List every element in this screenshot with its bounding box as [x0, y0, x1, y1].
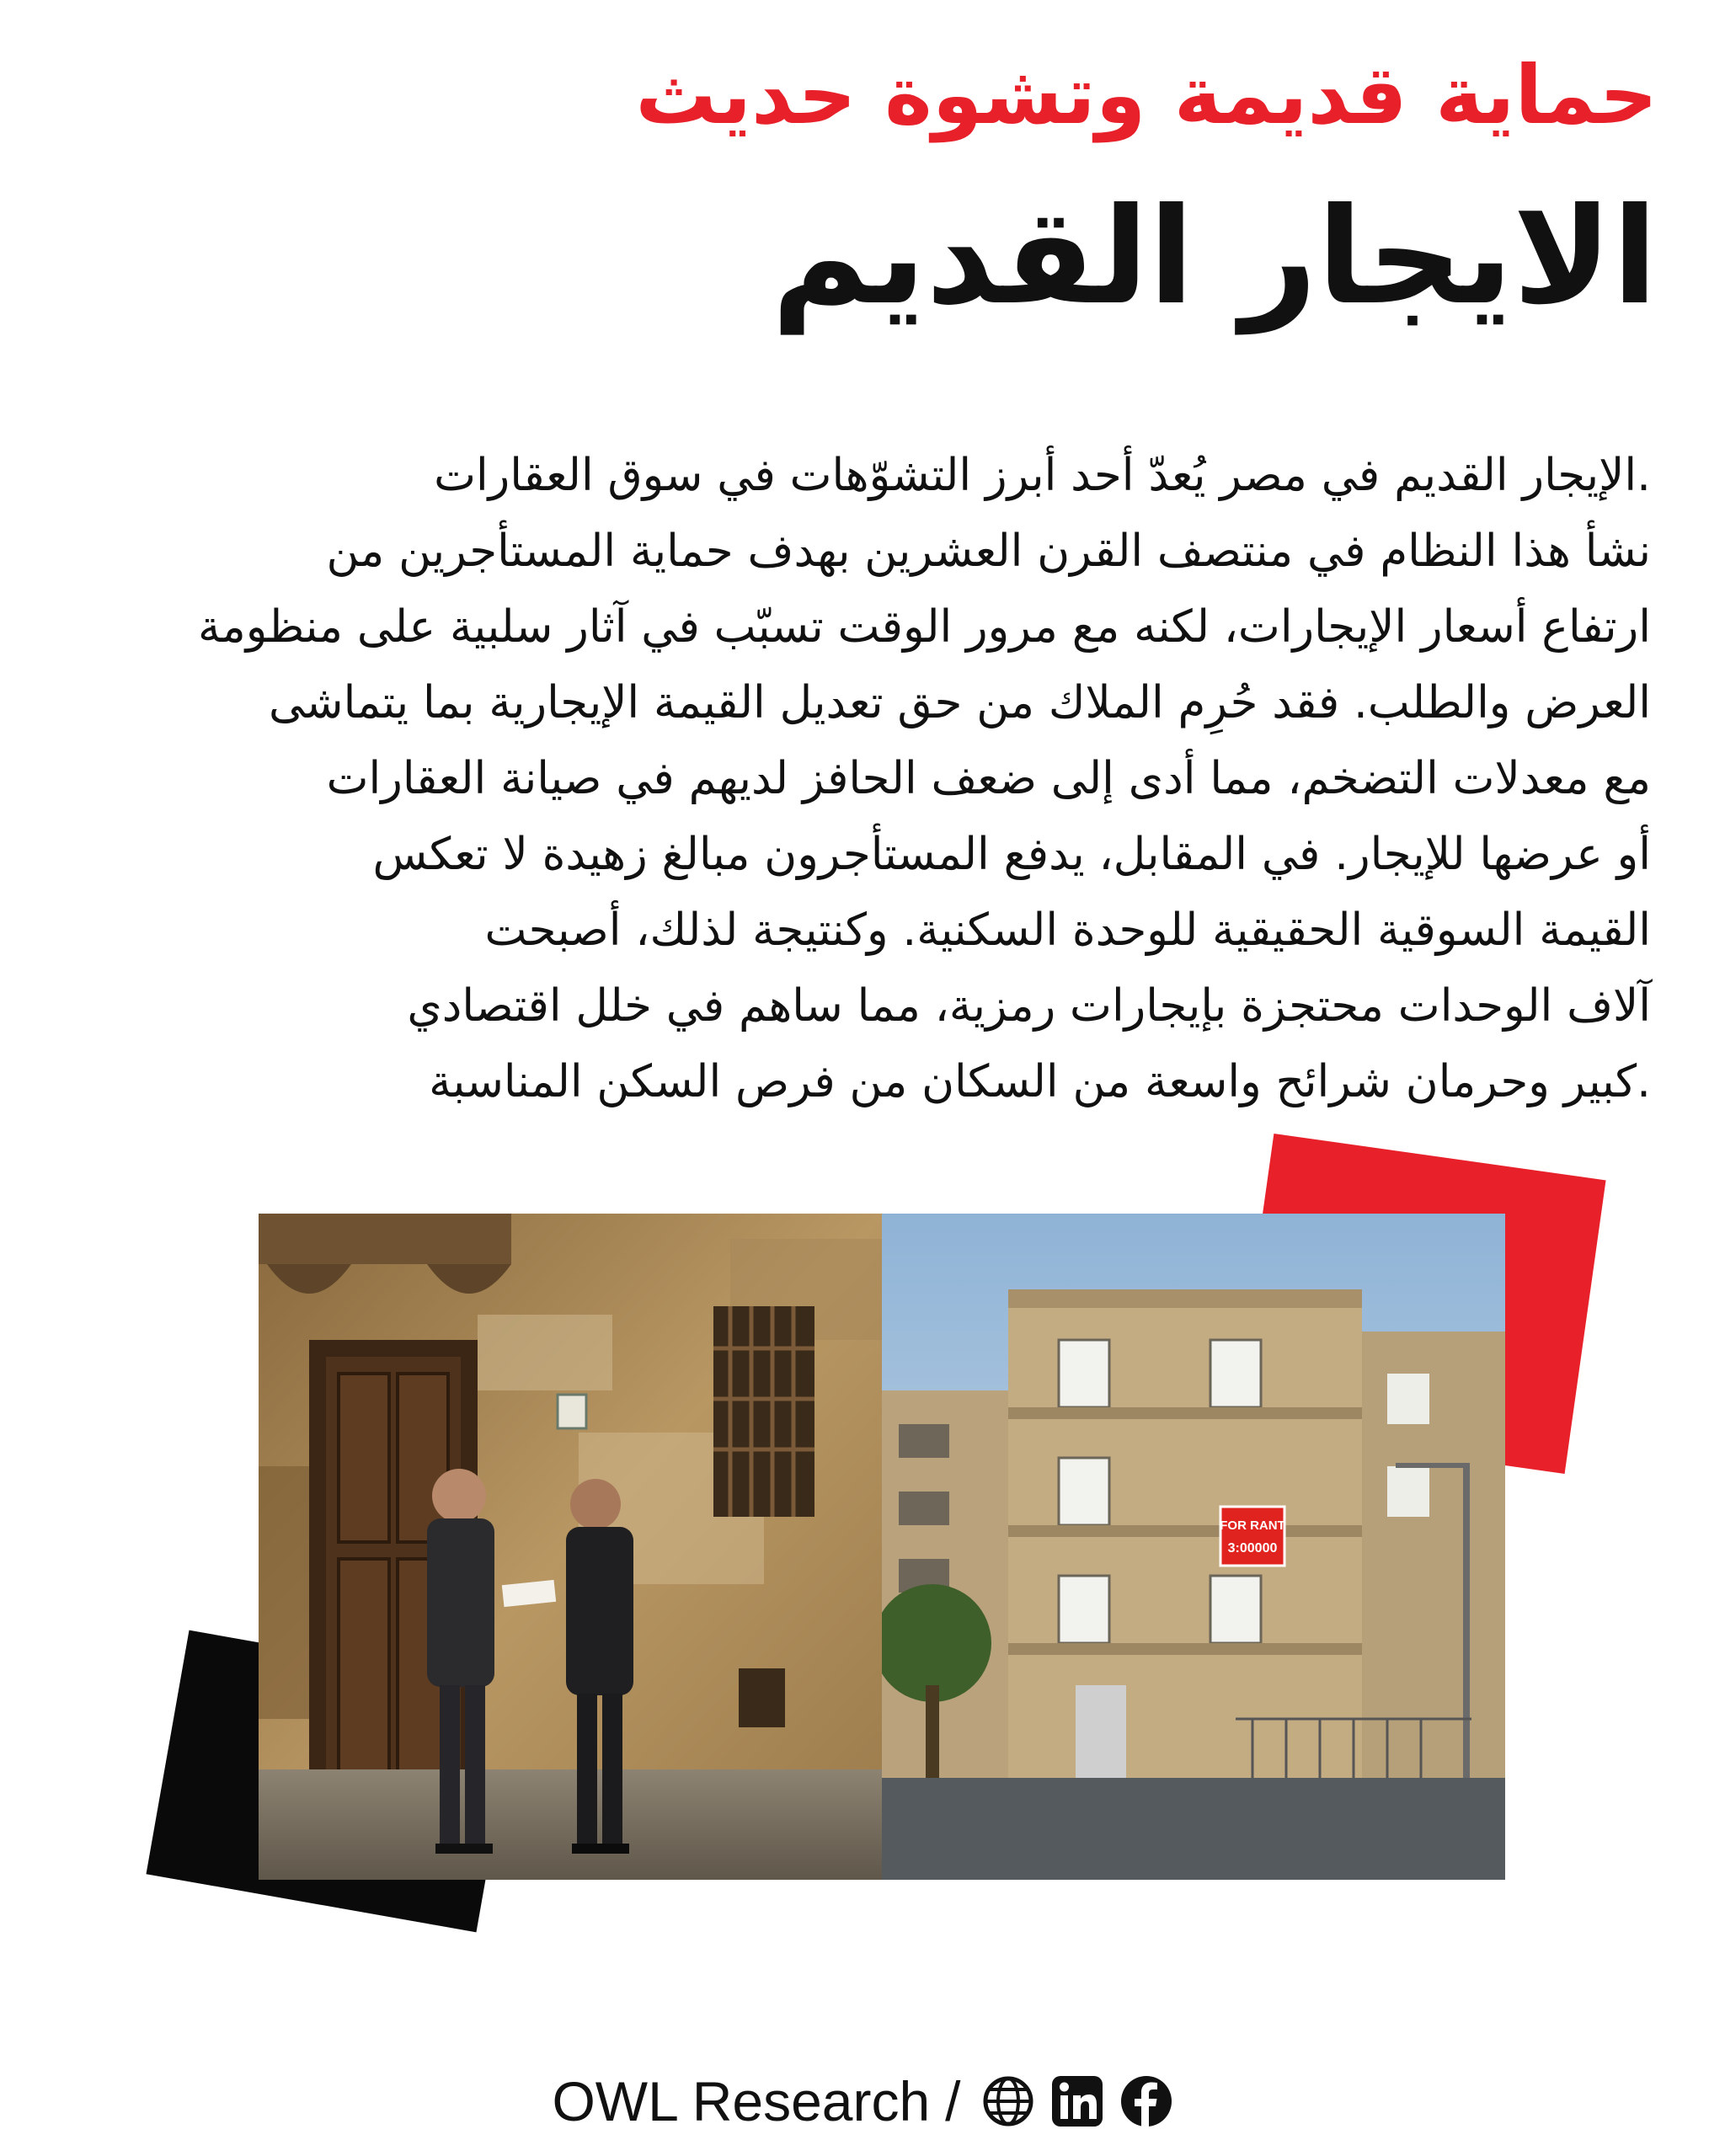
for-rent-sign	[1220, 1507, 1284, 1566]
body-line: أو عرضها للإيجار. في المقابل، يدفع المستأجرون مبالغ زهيدة لا تعكس	[372, 829, 1651, 880]
page-title: الايجار القديم	[772, 179, 1658, 334]
globe-icon[interactable]	[981, 2074, 1035, 2128]
body-line: ارتفاع أسعار الإيجارات، لكنه مع مرور الوقت تسبّب في آثار سلبية على منظومة	[197, 601, 1651, 653]
body-line: القيمة السوقية الحقيقية للوحدة السكنية. وكنتيجة لذلك، أصبحت	[484, 905, 1651, 956]
new-building-photo	[882, 1214, 1505, 1880]
footer	[0, 2063, 1725, 2139]
footer-separator: /	[945, 2070, 961, 2132]
body-text	[152, 438, 1651, 1120]
subtitle: حماية قديمة وتشوة حديث	[635, 48, 1658, 142]
body-line: .الإيجار القديم في مصر يُعدّ أحد أبرز التشوّهات في سوق العقارات	[434, 450, 1651, 501]
body-line: آلاف الوحدات محتجزة بإيجارات رمزية، مما ساهم في خلل اقتصادي	[407, 980, 1651, 1032]
body-line: نشأ هذا النظام في منتصف القرن العشرين بهدف حماية المستأجرين من	[326, 526, 1651, 577]
old-building-photo	[259, 1214, 882, 1880]
sign-line2: 3:00000	[1227, 1541, 1278, 1556]
body-line: العرض والطلب. فقد حُرِم الملاك من حق تعديل القيمة الإيجارية بما يتماشى	[268, 677, 1651, 728]
linkedin-icon[interactable]	[1050, 2074, 1104, 2128]
body-line: مع معدلات التضخم، مما أدى إلى ضعف الحافز لديهم في صيانة العقارات	[326, 753, 1651, 804]
body-line: .كبير وحرمان شرائح واسعة من السكان من فرص السكن المناسبة	[429, 1056, 1651, 1107]
sign-line1: FOR RANT	[1220, 1518, 1285, 1533]
brand-name: OWL Research	[552, 2070, 931, 2132]
facebook-icon[interactable]	[1119, 2074, 1173, 2128]
photo-collage	[259, 1214, 1505, 1880]
